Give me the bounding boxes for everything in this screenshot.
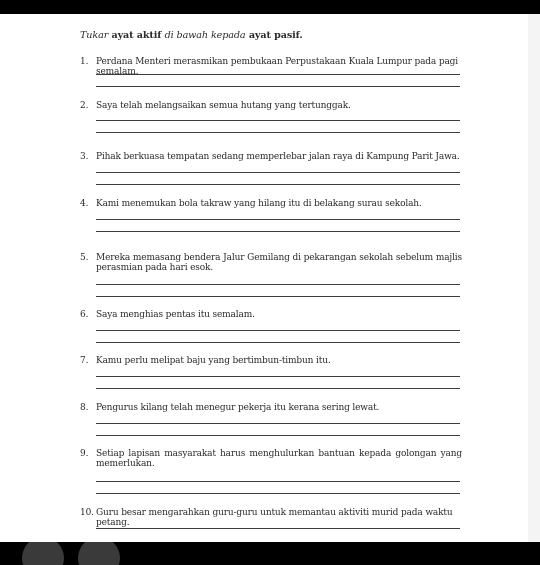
- answer-line[interactable]: [96, 296, 460, 297]
- circle-shape: [78, 542, 120, 565]
- answer-line[interactable]: [96, 86, 460, 87]
- question-text: Saya telah melangsaikan semua hutang yang tertunggak.: [96, 101, 351, 111]
- answer-line[interactable]: [96, 330, 460, 331]
- question-2: [80, 101, 462, 111]
- question-number: 2.: [80, 101, 89, 111]
- question-number: 3.: [80, 152, 89, 162]
- page-edge: [528, 14, 540, 542]
- answer-line[interactable]: [96, 172, 460, 173]
- answer-line[interactable]: [96, 219, 460, 220]
- top-black-bar: [0, 0, 540, 14]
- question-number: 5.: [80, 253, 89, 263]
- answer-line[interactable]: [96, 376, 460, 377]
- answer-line[interactable]: [96, 423, 460, 424]
- question-5: [80, 253, 462, 273]
- question-text: Kamu perlu melipat baju yang bertimbun-timbun itu.: [96, 356, 331, 366]
- instruction-ayat-pasif: ayat pasif.: [248, 30, 303, 41]
- instruction-heading: [80, 30, 303, 41]
- answer-line[interactable]: [96, 132, 460, 133]
- question-text: Mereka memasang bendera Jalur Gemilang di pekarangan sekolah sebelum majlis perasmian pada hari esok.: [96, 253, 462, 273]
- question-9: [80, 449, 462, 469]
- question-6: [80, 310, 462, 320]
- answer-line[interactable]: [96, 120, 460, 121]
- question-text: Setiap lapisan masyarakat harus menghulurkan bantuan kepada golongan yang memerlukan.: [96, 449, 462, 469]
- question-number: 1.: [80, 57, 89, 67]
- question-number: 7.: [80, 356, 89, 366]
- question-10: [80, 508, 462, 528]
- question-text: Perdana Menteri merasmikan pembukaan Perpustakaan Kuala Lumpur pada pagi semalam.: [96, 57, 458, 77]
- question-text: Pengurus kilang telah menegur pekerja itu kerana sering lewat.: [96, 403, 380, 413]
- answer-line[interactable]: [96, 231, 460, 232]
- question-number: 10.: [80, 508, 94, 518]
- answer-line[interactable]: [96, 493, 460, 494]
- question-number: 6.: [80, 310, 89, 320]
- answer-line[interactable]: [96, 388, 460, 389]
- question-text: Pihak berkuasa tempatan sedang memperlebar jalan raya di Kampung Parit Jawa.: [96, 152, 460, 162]
- question-text: Guru besar mengarahkan guru-guru untuk memantau aktiviti murid pada waktu petang.: [96, 508, 453, 528]
- question-number: 8.: [80, 403, 89, 413]
- answer-line[interactable]: [96, 481, 460, 482]
- question-text: Saya menghias pentas itu semalam.: [96, 310, 255, 320]
- answer-line[interactable]: [96, 528, 460, 529]
- answer-line[interactable]: [96, 74, 460, 75]
- instruction-ayat-aktif: ayat aktif: [111, 30, 162, 41]
- answer-line[interactable]: [96, 184, 460, 185]
- question-4: [80, 199, 462, 209]
- question-number: 4.: [80, 199, 89, 209]
- circle-shape: [22, 542, 64, 565]
- answer-line[interactable]: [96, 284, 460, 285]
- question-text: Kami menemukan bola takraw yang hilang itu di belakang surau sekolah.: [96, 199, 422, 209]
- question-7: [80, 356, 462, 366]
- question-3: [80, 152, 462, 162]
- instruction-word-tukar: Tukar: [80, 30, 109, 41]
- answer-line[interactable]: [96, 435, 460, 436]
- answer-line[interactable]: [96, 342, 460, 343]
- question-8: [80, 403, 462, 413]
- instruction-di-bawah-kepada: di bawah kepada: [164, 30, 246, 41]
- bottom-black-bar: [0, 542, 540, 565]
- question-number: 9.: [80, 449, 89, 459]
